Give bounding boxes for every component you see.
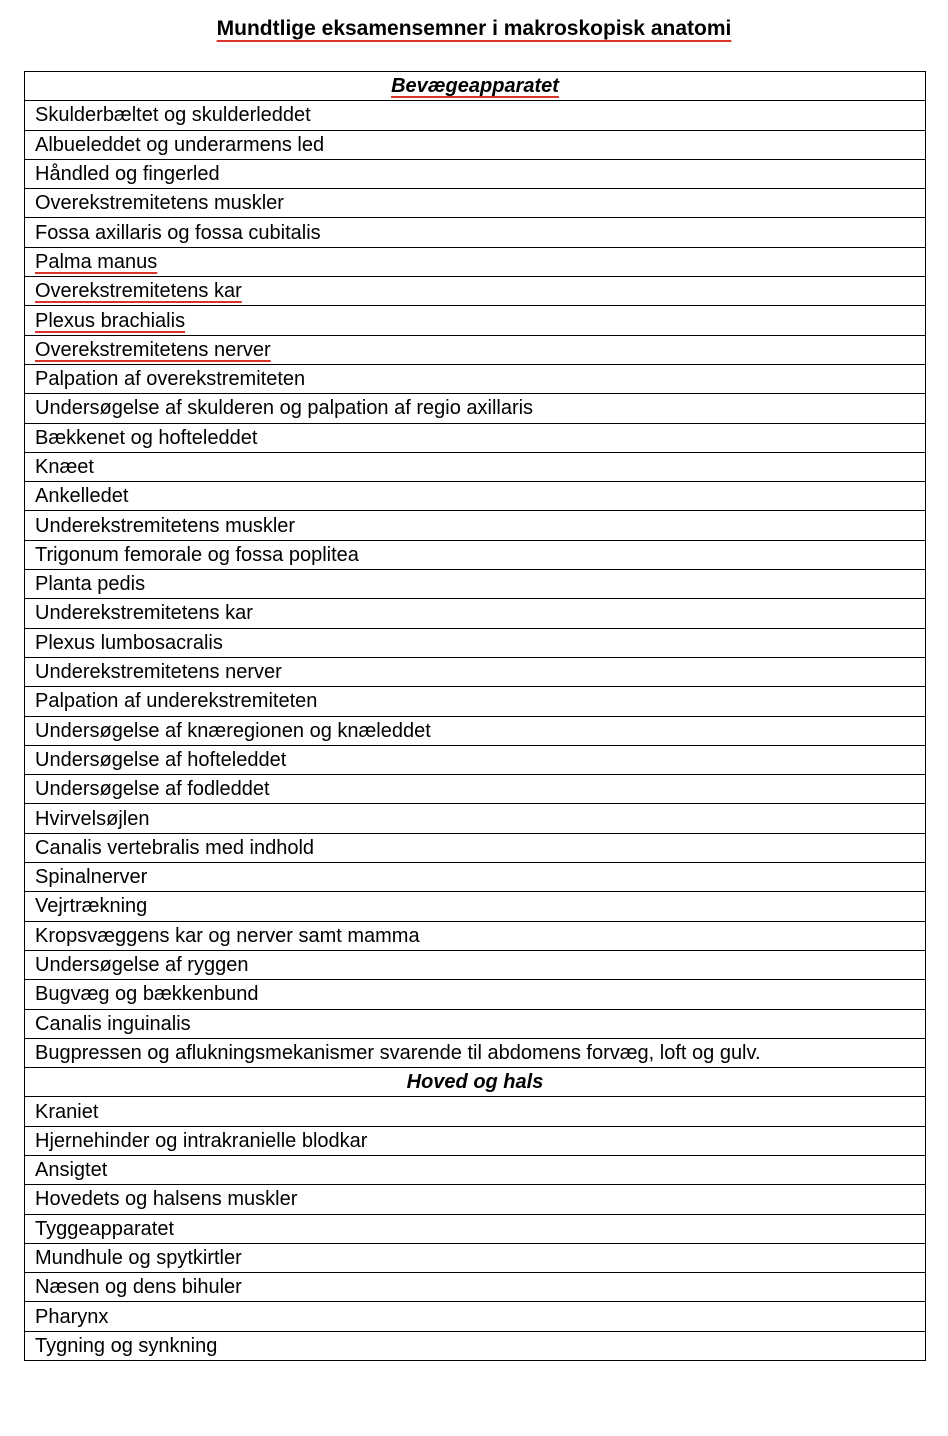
table-row bbox=[25, 1243, 926, 1272]
table-row bbox=[25, 452, 926, 481]
topic-cell: Tyggeapparatet bbox=[25, 1214, 926, 1243]
topic-cell: Hovedets og halsens muskler bbox=[25, 1185, 926, 1214]
table-row bbox=[25, 950, 926, 979]
topic-cell: Canalis vertebralis med indhold bbox=[25, 833, 926, 862]
table-row bbox=[25, 1302, 926, 1331]
table-row bbox=[25, 1331, 926, 1360]
table-row bbox=[25, 1273, 926, 1302]
table-row bbox=[25, 804, 926, 833]
table-row bbox=[25, 540, 926, 569]
topic-cell: Plexus lumbosacralis bbox=[25, 628, 926, 657]
topic-cell: Undersøgelse af hofteleddet bbox=[25, 745, 926, 774]
table-row bbox=[25, 423, 926, 452]
table-row bbox=[25, 775, 926, 804]
topic-cell: Canalis inguinalis bbox=[25, 1009, 926, 1038]
topic-cell: Skulderbæltet og skulderleddet bbox=[25, 101, 926, 130]
title-text: Mundtlige eksamensemner i makroskopisk anatomi bbox=[216, 17, 732, 40]
table-row bbox=[25, 482, 926, 511]
table-row bbox=[25, 306, 926, 335]
topic-cell: Tygning og synkning bbox=[25, 1331, 926, 1360]
topic-cell: Palpation af underekstremiteten bbox=[25, 687, 926, 716]
topic-cell: Bækkenet og hofteleddet bbox=[25, 423, 926, 452]
table-row bbox=[25, 189, 926, 218]
table-row bbox=[25, 247, 926, 276]
topic-cell: Underekstremitetens kar bbox=[25, 599, 926, 628]
topic-cell: Hjernehinder og intrakranielle blodkar bbox=[25, 1126, 926, 1155]
topic-cell: Palpation af overekstremiteten bbox=[25, 364, 926, 393]
topic-cell: Planta pedis bbox=[25, 570, 926, 599]
topic-cell: Undersøgelse af skulderen og palpation af regio axillaris bbox=[25, 394, 926, 423]
table-row bbox=[25, 394, 926, 423]
topic-cell: Albueleddet og underarmens led bbox=[25, 130, 926, 159]
table-row bbox=[25, 980, 926, 1009]
section-row bbox=[25, 1068, 926, 1097]
table-row bbox=[25, 863, 926, 892]
topic-cell: Bugvæg og bækkenbund bbox=[25, 980, 926, 1009]
topic-cell: Undersøgelse af knæregionen og knæleddet bbox=[25, 716, 926, 745]
topic-cell: Spinalnerver bbox=[25, 863, 926, 892]
topic-cell: Plexus brachialis bbox=[25, 306, 926, 335]
topic-cell: Håndled og fingerled bbox=[25, 159, 926, 188]
topic-cell: Bugpressen og aflukningsmekanismer svarende til abdomens forvæg, loft og gulv. bbox=[25, 1038, 926, 1067]
topic-cell: Overekstremitetens kar bbox=[25, 277, 926, 306]
topic-cell: Overekstremitetens nerver bbox=[25, 335, 926, 364]
topic-cell: Næsen og dens bihuler bbox=[25, 1273, 926, 1302]
topic-cell: Undersøgelse af fodleddet bbox=[25, 775, 926, 804]
section-heading: Hoved og hals bbox=[25, 1068, 926, 1097]
table-row bbox=[25, 159, 926, 188]
topic-cell: Mundhule og spytkirtler bbox=[25, 1243, 926, 1272]
table-row bbox=[25, 1038, 926, 1067]
table-row bbox=[25, 218, 926, 247]
table-row bbox=[25, 599, 926, 628]
table-row bbox=[25, 101, 926, 130]
section-heading: Bevægeapparatet bbox=[25, 72, 926, 101]
section-row bbox=[25, 72, 926, 101]
table-row bbox=[25, 833, 926, 862]
table-row bbox=[25, 892, 926, 921]
table-row bbox=[25, 745, 926, 774]
table-row bbox=[25, 511, 926, 540]
table-row bbox=[25, 277, 926, 306]
topic-cell: Palma manus bbox=[25, 247, 926, 276]
topic-cell: Fossa axillaris og fossa cubitalis bbox=[25, 218, 926, 247]
table-row bbox=[25, 1214, 926, 1243]
table-row bbox=[25, 335, 926, 364]
table-row bbox=[25, 1126, 926, 1155]
topic-cell: Overekstremitetens muskler bbox=[25, 189, 926, 218]
table-row bbox=[25, 1009, 926, 1038]
topic-cell: Vejrtrækning bbox=[25, 892, 926, 921]
topic-cell: Kropsvæggens kar og nerver samt mamma bbox=[25, 921, 926, 950]
topic-cell: Underekstremitetens nerver bbox=[25, 657, 926, 686]
table-row bbox=[25, 364, 926, 393]
topic-cell: Trigonum femorale og fossa poplitea bbox=[25, 540, 926, 569]
table-row bbox=[25, 628, 926, 657]
topic-cell: Knæet bbox=[25, 452, 926, 481]
table-row bbox=[25, 1185, 926, 1214]
table-row bbox=[25, 657, 926, 686]
topic-cell: Ankelledet bbox=[25, 482, 926, 511]
topics-table bbox=[24, 71, 926, 1361]
topic-cell: Kraniet bbox=[25, 1097, 926, 1126]
topic-cell: Hvirvelsøjlen bbox=[25, 804, 926, 833]
table-row bbox=[25, 130, 926, 159]
table-row bbox=[25, 1097, 926, 1126]
table-row bbox=[25, 921, 926, 950]
table-row bbox=[25, 570, 926, 599]
topic-cell: Underekstremitetens muskler bbox=[25, 511, 926, 540]
table-row bbox=[25, 1155, 926, 1184]
topic-cell: Ansigtet bbox=[25, 1155, 926, 1184]
topic-cell: Undersøgelse af ryggen bbox=[25, 950, 926, 979]
page-title bbox=[0, 14, 948, 44]
table-row bbox=[25, 716, 926, 745]
topic-cell: Pharynx bbox=[25, 1302, 926, 1331]
table-row bbox=[25, 687, 926, 716]
